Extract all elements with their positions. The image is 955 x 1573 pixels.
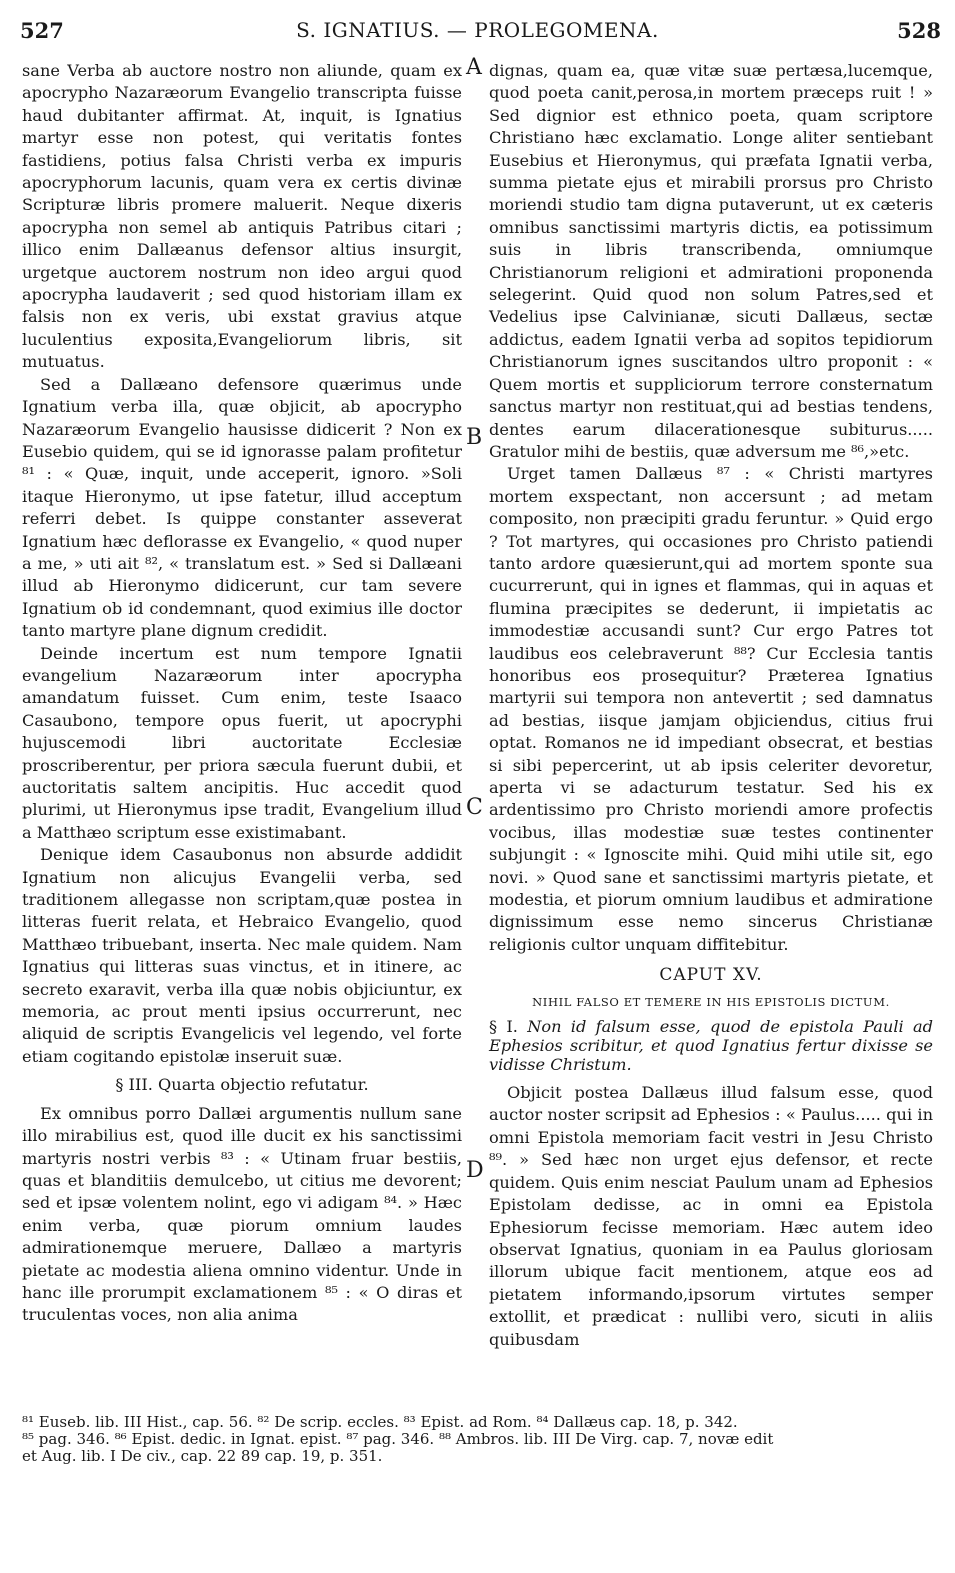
paragraph: Ex omnibus porro Dallæi argumentis nullum sane illo mirabilius est, quod ille ducit ex his sanctissimi martyris nostri verbis ⁸³ : « Utinam fruar bestiis, quas et blanditiis demulcebo, ut citius me devorent; sed et ipsæ volentem nolint, ego vi adigam ⁸⁴. » Hæc enim verba, quæ piorum omnium laudes admirationemque meruere, Dallæo a martyris pietate ac modestia aliena omnino videntur. Unde in hanc ille prorumpit exclamationem ⁸⁵ : « O diras et truculentas voces, non alia anima — [22, 1103, 462, 1325]
chapter-title: CAPUT XV. — [659, 965, 763, 986]
paragraph: Objicit postea Dallæus illud falsum esse, quod auctor noster scripsit ad Ephesios : « Paulus..... qui in omni Epistola memoriam facit vestri in Jesu Christo ⁸⁹. » Sed hæc non urget ejus defensor, et recte quidem. Quis enim nesciat Paulum unam ad Ephesios Epistolam dedisse, ac in omni ea Epistola Ephesiorum fecisse memoriam. Hæc autem ideo observat Ignatius, quoniam in ea Paulus gloriosam illorum ubique facit mentionem, atque eos ad pietatem informando,ipsorum virtutes semper extollit, et prædicat : nullibi vero, sicuti in aliis quibusdam — [489, 1083, 933, 1349]
section-heading — [489, 1017, 933, 1074]
margin-marker-a: A — [466, 55, 482, 80]
left-column — [22, 60, 462, 1327]
page-number-right: 528 — [897, 18, 941, 43]
footnote-line: ⁸⁵ pag. 346. ⁸⁶ Epist. dedic. in Ignat. epist. ⁸⁷ pag. 346. ⁸⁸ Ambros. lib. III De Virg. cap. 7, novæ edit — [22, 1430, 774, 1448]
paragraph: Urget tamen Dallæus ⁸⁷ : « Christi martyres mortem exspectant, non accersunt ; ad metam composito, non præcipiti gradu feruntur. » Quid ergo ? Tot martyres, qui occasiones pro Christo patiendi tanto ardore quæsierunt,qui ad mortem sponte sua cucurrerunt, qui in ignes et flammas, qui in aquas et flumina præcipites se dederunt, ii impietatis ac immodestiæ accusandi sunt? Cur ergo Patres tot laudibus eos celebraverunt ⁸⁸? Cur Ecclesia tantis honoribus eos prosequitur? Præterea Ignatius martyrii sui tempora non antevertit ; sed damnatus ad bestias, iisque jamjam objiciendus, citius frui optat. Romanos ne id impediant obsecrat, et bestias si sibi pepercerint, ut ab ipsis celeriter devoretur, aperta vi se adacturum testatur. Sed his ex ardentissimo pro Christo moriendi amore profectis vocibus, illas modestiæ suæ testes continenter subjungit : « Ignoscite mihi. Quid mihi utile sit, ego novi. » Quod sane et sanctissimi martyris pietate, et modestia, et piorum omnium laudibus et admiratione dignissimum esse nemo sincerus Christianæ religionis cultor unquam diffitebitur. — [489, 464, 933, 954]
section-title: Non id falsum esse, quod de epistola Pauli ad Ephesios scribitur, et quod Ignatius fertur dixisse se vidisse Christum. — [489, 1017, 933, 1075]
paragraph: sane Verba ab auctore nostro non aliunde, quam ex apocrypho Nazaræorum Evangelio transcripta fuisse haud dubitanter affirmat. At, inquit, is Ignatius martyr esse non potest, qui veritatis fontes fastidiens, potius falsa Christi verba ex impuris apocryphorum lacunis, quam vera ex certis divinæ Scripturæ libris promere maluerit. Neque dixeris apocrypha non semel ab antiquis Patribus citari ; illico enim Dallæanus defensor altius insurgit, urgetque auctorem nostrum non ideo argui quod apocrypha laudaverit ; sed quod historiam illam ex falsis non ex veris, ubi exstat gravius atque luculentius exposita,Evangeliorum libris, sit mutuatus. — [22, 61, 462, 372]
footnote-line: et Aug. lib. I De civ., cap. 22 89 cap. 19, p. 351. — [22, 1447, 383, 1465]
paragraph: Denique idem Casaubonus non absurde addidit Ignatium non alicujus Evangelii verba, sed traditionem allegasse non scriptam,quæ postea in litteras fuerit relata, et Hebraico Evangelio, quod Matthæo tribuebant, inserta. Nec male quidem. Nam Ignatius qui litteras suas vinctus, et in itinere, ac secreto exaravit, verba illa quæ nobis objiciuntur, ex memoria, ac prout menti ipsius occurrerunt, nec aliquid de scriptis Evangelicis vel legendo, vel forte etiam cogitando epistolæ inseruit suæ. — [22, 845, 462, 1066]
paragraph: dignas, quam ea, quæ vitæ suæ pertæsa,lucemque, quod poeta canit,perosa,in mortem præceps ruit ! » Sed dignior est ethnico poeta, quam scriptore Christiano hæc exclamatio. Longe aliter sentiebant Eusebius et Hieronymus, qui præfata Ignatii verba, summa pietate ejus et mirabili prorsus pro Christo moriendi studio tam digna putaverunt, ut ex cæteris omnibus sanctissimi martyris dictis, ea potissimum suis in libris transcribenda, omniumque Christianorum religioni et admirationi proponenda selegerint. Quid quod non solum Patres,sed et Vedelius ipse Calvinianæ, sicuti Dallæus, sectæ addictus, eadem Ignatii verba ad sopitos tepidiorum Christianorum ignes suscitandos ultro proponit : « Quem mortis et suppliciorum terrore consternatum sanctus martyr non restituat,qui ad bestias tendens, dentes earum dilacerationesque subiturus..... Gratulor mihi de bestiis, quæ adversum me ⁸⁶,»etc. — [489, 61, 933, 461]
section-heading: § III. Quarta objectio refutatur. — [115, 1075, 369, 1095]
margin-marker-c: C — [466, 795, 483, 820]
paragraph: Sed a Dallæano defensore quærimus unde Ignatium verba illa, quæ objicit, ab apocrypho Nazaræorum Evangelio hausisse didicerit ? Non ex Eusebio quidem, qui se id ignorasse palam profitetur ⁸¹ : « Quæ, inquit, unde acceperit, ignoro. »Soli itaque Hieronymo, ut ipse fatetur, illud acceptum referri debet. Is quippe constanter asseverat Ignatium hæc deflorasse ex Evangelio, « quod nuper a me, » uti ait ⁸², « translatum est. » Sed si Dallæani illud ab Hieronymo didicerunt, cur tam severe Ignatium ob id condemnant, quod eximius ille doctor tanto martyre plane dignum credidit. — [22, 374, 462, 641]
section-label: § I. — [489, 1017, 518, 1037]
chapter-subtitle: NIHIL FALSO ET TEMERE IN HIS EPISTOLIS DICTUM. — [532, 994, 890, 1009]
paragraph: Deinde incertum est num tempore Ignatii evangelium Nazaræorum inter apocrypha amandatum fuisset. Cum enim, teste Isaaco Casaubono, tempore opus fuerit, ut apocryphi hujuscemodi libri auctoritate Ecclesiæ proscriberentur, per priora sæcula fuerunt dubii, et auctoritatis saltem ancipitis. Huc accedit quod plurimi, ut Hieronymus ipse tradit, Evangelium illud a Matthæo scriptum esse existimabant. — [22, 643, 462, 842]
footnote-line: ⁸¹ Euseb. lib. III Hist., cap. 56. ⁸² De scrip. eccles. ⁸³ Epist. ad Rom. ⁸⁴ Dallæus cap. 18, p. 342. — [22, 1413, 738, 1431]
footnotes — [22, 1414, 937, 1465]
margin-marker-d: D — [466, 1158, 484, 1183]
margin-marker-b: B — [466, 425, 483, 450]
page-number-left: 527 — [20, 18, 64, 43]
right-column — [489, 60, 933, 1351]
running-head: S. IGNATIUS. — PROLEGOMENA. — [296, 18, 659, 42]
